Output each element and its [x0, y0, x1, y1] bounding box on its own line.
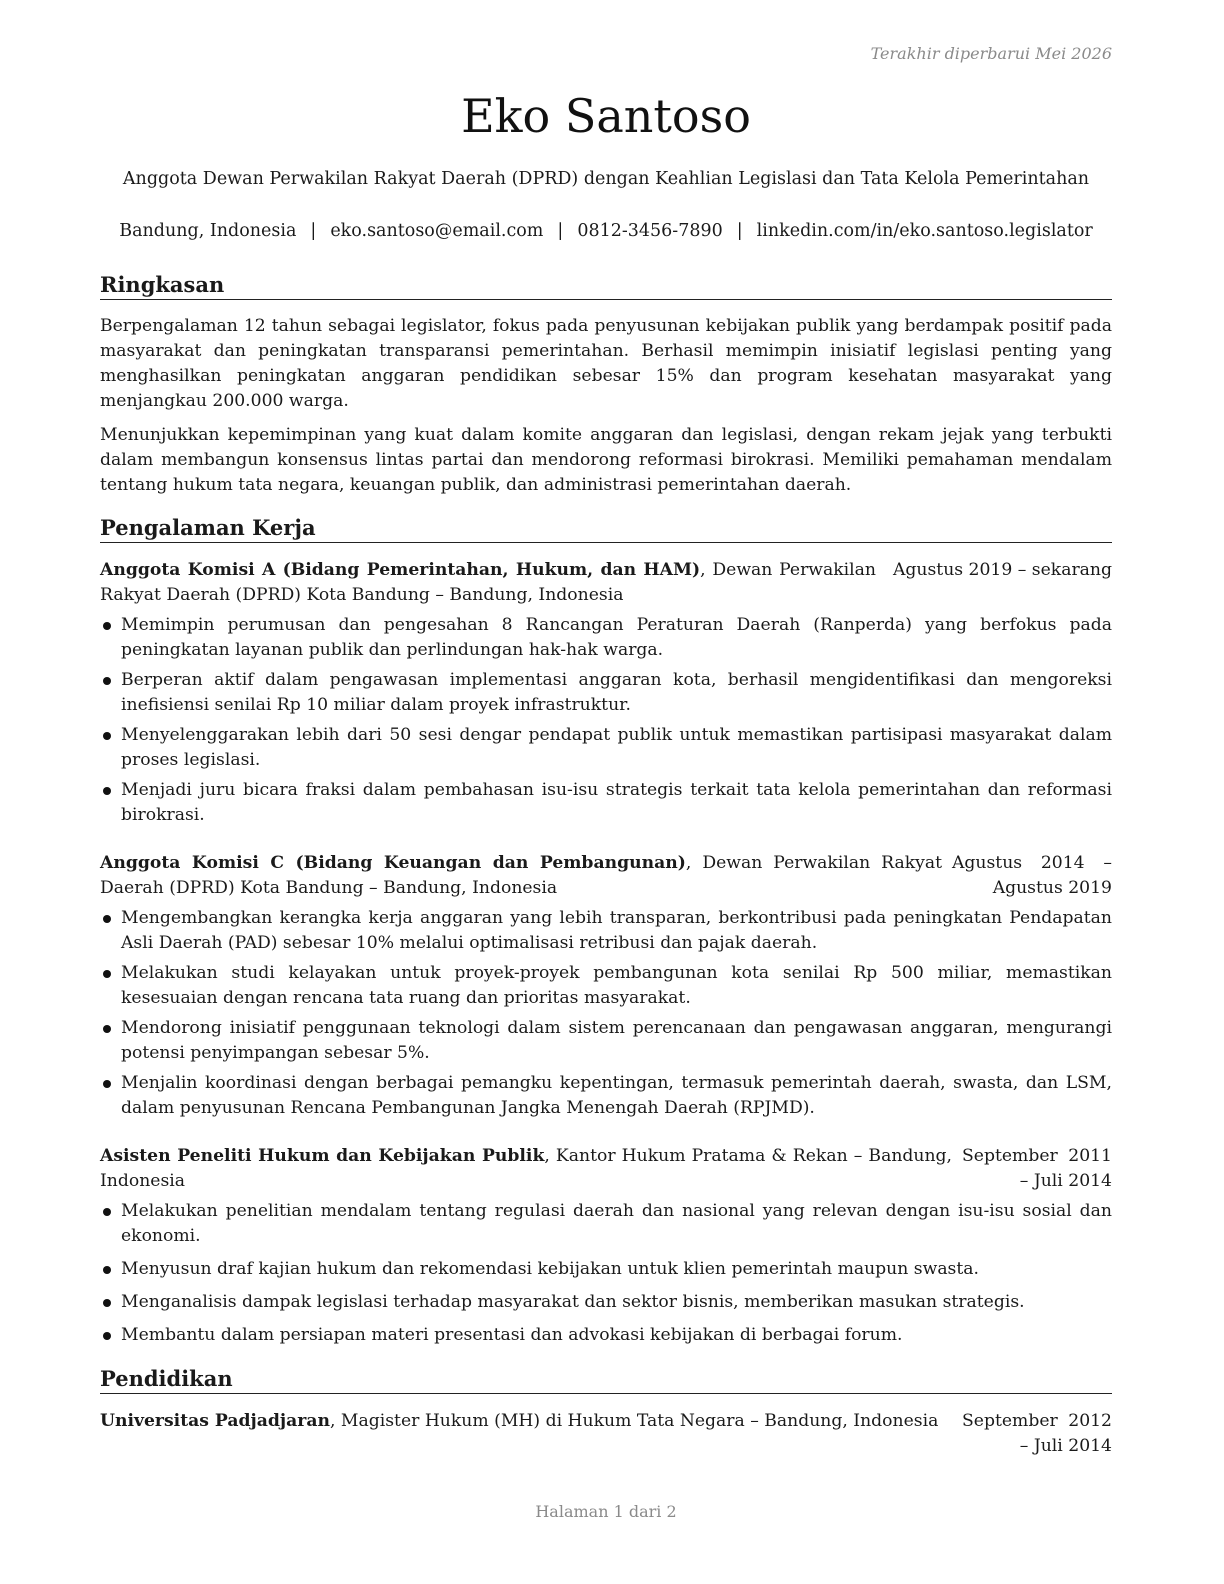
job-entry [100, 851, 1112, 1121]
contact-phone[interactable]: 0812-3456-7890 [577, 221, 723, 241]
job-header [100, 558, 1112, 608]
job-dates: Agustus 2014 – Agustus 2019 [952, 853, 1112, 898]
bullet-text: Berperan aktif dalam pengawasan implementasi anggaran kota, berhasil mengidentifikasi dan mengoreksi inefisiensi senilai Rp 10 miliar dalam proyek infrastruktur. [121, 670, 1112, 715]
list-item [100, 1290, 1112, 1315]
list-item [100, 1071, 1112, 1121]
job-role: Asisten Peneliti Hukum dan Kebijakan Publik [100, 1146, 545, 1166]
job-role: Anggota Komisi A (Bidang Pemerintahan, Hukum, dan HAM) [100, 560, 701, 580]
bullet-text: Menyusun draf kajian hukum dan rekomendasi kebijakan untuk klien pemerintah maupun swasta. [121, 1259, 979, 1279]
list-item [100, 1199, 1112, 1249]
section-title-experience: Pengalaman Kerja [100, 515, 1112, 543]
contact-separator: | [310, 221, 317, 241]
list-item [100, 1323, 1112, 1348]
summary-paragraph: Menunjukkan kepemimpinan yang kuat dalam komite anggaran dan legislasi, dengan rekam jejak yang terbukti dalam membangun konsensus lintas partai dan mendorong reformasi birokrasi. Memiliki pemahaman mendalam tentang hukum tata negara, keuangan publik, dan administrasi pemerintahan daerah. [100, 425, 1112, 495]
list-item [100, 778, 1112, 828]
job-role: Anggota Komisi C (Bidang Keuangan dan Pembangunan) [100, 853, 686, 873]
education-entry [100, 1409, 1112, 1459]
contact-separator: | [557, 221, 564, 241]
list-item [100, 668, 1112, 718]
bullet-text: Memimpin perumusan dan pengesahan 8 Rancangan Peraturan Daerah (Ranperda) yang berfokus pada peningkatan layanan publik dan perlindungan hak-hak warga. [121, 615, 1112, 660]
list-item [100, 1016, 1112, 1066]
job-bullets [100, 906, 1112, 1121]
bullet-icon [103, 1299, 111, 1307]
page-title: Eko Santoso [461, 89, 751, 143]
job-bullets [100, 613, 1112, 828]
bullet-text: Menganalisis dampak legislasi terhadap masyarakat dan sektor bisnis, memberikan masukan strategis. [121, 1292, 1025, 1312]
bullet-icon [103, 677, 111, 685]
list-item [100, 723, 1112, 773]
education-school: Universitas Padjadjaran [100, 1411, 330, 1431]
contact-separator: | [736, 221, 743, 241]
page-number: Halaman 1 dari 2 [535, 1502, 677, 1521]
last-updated: Terakhir diperbarui Mei 2026 [870, 44, 1112, 63]
bullet-icon [103, 1208, 111, 1216]
job-bullets [100, 1199, 1112, 1348]
education-dates: September 2012 – Juli 2014 [962, 1411, 1112, 1456]
list-item [100, 961, 1112, 1011]
job-header [100, 851, 1112, 901]
bullet-icon [103, 1332, 111, 1340]
list-item [100, 1257, 1112, 1282]
summary-paragraph: Berpengalaman 12 tahun sebagai legislator, fokus pada penyusunan kebijakan publik yang berdampak positif pada masyarakat dan peningkatan transparansi pemerintahan. Berhasil memimpin inisiatif legislasi penting yang menghasilkan peningkatan anggaran pendidikan sebesar 15% dan program kesehatan masyarakat yang menjangkau 200.000 warga. [100, 316, 1112, 411]
job-organization: , Dewan Perwakilan Rakyat Daerah (DPRD) Kota Bandung – Bandung, Indonesia [100, 853, 943, 898]
section-title-education: Pendidikan [100, 1366, 1112, 1394]
job-organization: , Kantor Hukum Pratama & Rekan – Bandung, Indonesia [100, 1146, 952, 1191]
job-dates: September 2011 – Juli 2014 [962, 1146, 1112, 1191]
bullet-icon [103, 1080, 111, 1088]
bullet-text: Menjalin koordinasi dengan berbagai pemangku kepentingan, termasuk pemerintah daerah, swasta, dan LSM, dalam penyusunan Rencana Pembangunan Jangka Menengah Daerah (RPJMD). [121, 1073, 1112, 1118]
bullet-text: Membantu dalam persiapan materi presentasi dan advokasi kebijakan di berbagai forum. [121, 1325, 903, 1345]
bullet-icon [103, 787, 111, 795]
resume-page [100, 0, 1112, 1584]
bullet-text: Menyelenggarakan lebih dari 50 sesi dengar pendapat publik untuk memastikan partisipasi masyarakat dalam proses legislasi. [121, 725, 1112, 770]
list-item [100, 613, 1112, 663]
job-entry [100, 1144, 1112, 1348]
bullet-icon [103, 915, 111, 923]
education-detail: , Magister Hukum (MH) di Hukum Tata Negara – Bandung, Indonesia [329, 1411, 939, 1431]
bullet-icon [103, 1025, 111, 1033]
contact-linkedin[interactable]: linkedin.com/in/eko.santoso.legislator [756, 221, 1093, 241]
section-title-summary: Ringkasan [100, 272, 1112, 300]
bullet-text: Menjadi juru bicara fraksi dalam pembahasan isu-isu strategis terkait tata kelola pemerintahan dan reformasi birokrasi. [121, 780, 1112, 825]
bullet-icon [103, 622, 111, 630]
job-organization: , Dewan Perwakilan Rakyat Daerah (DPRD) Kota Bandung – Bandung, Indonesia [100, 560, 876, 605]
job-entry [100, 558, 1112, 828]
bullet-text: Melakukan penelitian mendalam tentang regulasi daerah dan nasional yang relevan dengan isu-isu sosial dan ekonomi. [121, 1201, 1112, 1246]
job-header [100, 1144, 1112, 1194]
education-header [100, 1409, 1112, 1459]
job-title-line [100, 1144, 952, 1194]
bullet-icon [103, 1266, 111, 1274]
bullet-icon [103, 970, 111, 978]
list-item [100, 906, 1112, 956]
job-title-line [100, 851, 942, 901]
contact-line [100, 219, 1112, 243]
bullet-text: Mengembangkan kerangka kerja anggaran yang lebih transparan, berkontribusi pada peningkatan Pendapatan Asli Daerah (PAD) sebesar 10% melalui optimalisasi retribusi dan pajak daerah. [121, 908, 1112, 953]
headline: Anggota Dewan Perwakilan Rakyat Daerah (DPRD) dengan Keahlian Legislasi dan Tata Kelola Pemerintahan [122, 169, 1090, 189]
job-title-line [100, 558, 876, 608]
contact-email[interactable]: eko.santoso@email.com [330, 221, 544, 241]
bullet-text: Melakukan studi kelayakan untuk proyek-proyek pembangunan kota senilai Rp 500 miliar, memastikan kesesuaian dengan rencana tata ruang dan prioritas masyarakat. [121, 963, 1112, 1008]
education-title-line [100, 1409, 952, 1434]
job-dates: Agustus 2019 – sekarang [892, 560, 1112, 580]
bullet-icon [103, 732, 111, 740]
contact-location: Bandung, Indonesia [119, 221, 297, 241]
bullet-text: Mendorong inisiatif penggunaan teknologi dalam sistem perencanaan dan pengawasan anggaran, mengurangi potensi penyimpangan sebesar 5%. [121, 1018, 1112, 1063]
